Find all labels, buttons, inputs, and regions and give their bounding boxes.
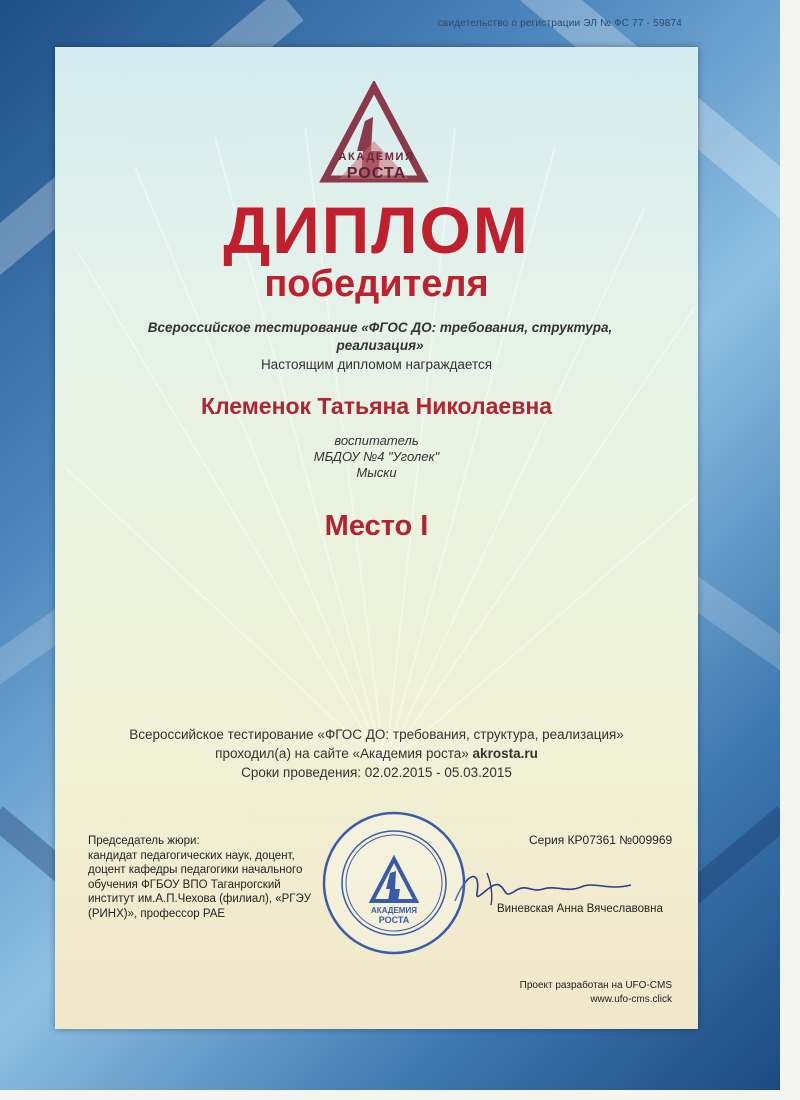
position-city: Мыски <box>356 465 397 480</box>
diploma-sheet <box>55 47 698 1029</box>
official-stamp <box>320 809 468 957</box>
project-credit-url: www.ufo-cms.click <box>590 994 672 1005</box>
chairman-line: Председатель жюри: <box>88 835 200 847</box>
diploma-title: ДИПЛОМ <box>223 193 530 267</box>
svg-text:АКАДЕМИЯ: АКАДЕМИЯ <box>371 906 417 915</box>
place-award: Место I <box>324 510 429 542</box>
event-dates: Сроки проведения: 02.02.2015 - 05.03.2015 <box>241 765 512 780</box>
recipient-name: Клеменок Татьяна Николаевна <box>200 393 553 419</box>
academy-logo <box>319 81 429 201</box>
diploma-subtitle: победителя <box>264 263 489 305</box>
svg-text:РОСТА: РОСТА <box>378 915 410 925</box>
jury-chairman <box>88 834 338 921</box>
testing-title: Всероссийское тестирование «ФГОС ДО: требования, структура, реализация» <box>147 320 613 353</box>
event-info-line2 <box>55 744 698 763</box>
project-credit-line: Проект разработан на UFO-CMS <box>519 980 672 991</box>
recipient-position <box>55 433 698 481</box>
position-title: воспитатель <box>334 433 419 448</box>
project-credit <box>520 979 672 1007</box>
event-site-prefix: проходил(а) на сайте «Академия роста» <box>215 746 473 761</box>
chairman-line: (РИНХ)», профессор РАЕ <box>88 907 226 920</box>
signer-name: Виневская Анна Вячеславовна <box>497 903 663 915</box>
series-number: Серия КР07361 №009969 <box>529 833 673 847</box>
position-organization: МБДОУ №4 "Уголек" <box>313 449 440 464</box>
chairman-line: доцент кафедры педагогики начального <box>88 864 303 876</box>
logo-text-bottom: РОСТА <box>346 165 407 182</box>
event-info <box>55 725 698 782</box>
chairman-line: кандидат педагогических наук, доцент, <box>88 849 295 862</box>
registration-number: свидетельство о регистрации ЭЛ № ФС 77 - 59874 <box>437 18 682 29</box>
chairman-line: обучения ФГБОУ ВПО Таганрогский <box>88 878 281 891</box>
event-info-line1: Всероссийское тестирование «ФГОС ДО: требования, структура, реализация» <box>129 727 624 742</box>
awarded-text: Настоящим дипломом награждается <box>260 357 493 372</box>
chairman-line: институт им.А.П.Чехова (филиал), «РГЭУ <box>88 893 312 905</box>
event-site: akrosta.ru <box>472 746 538 761</box>
logo-text-top: АКАДЕМИЯ <box>338 151 415 163</box>
